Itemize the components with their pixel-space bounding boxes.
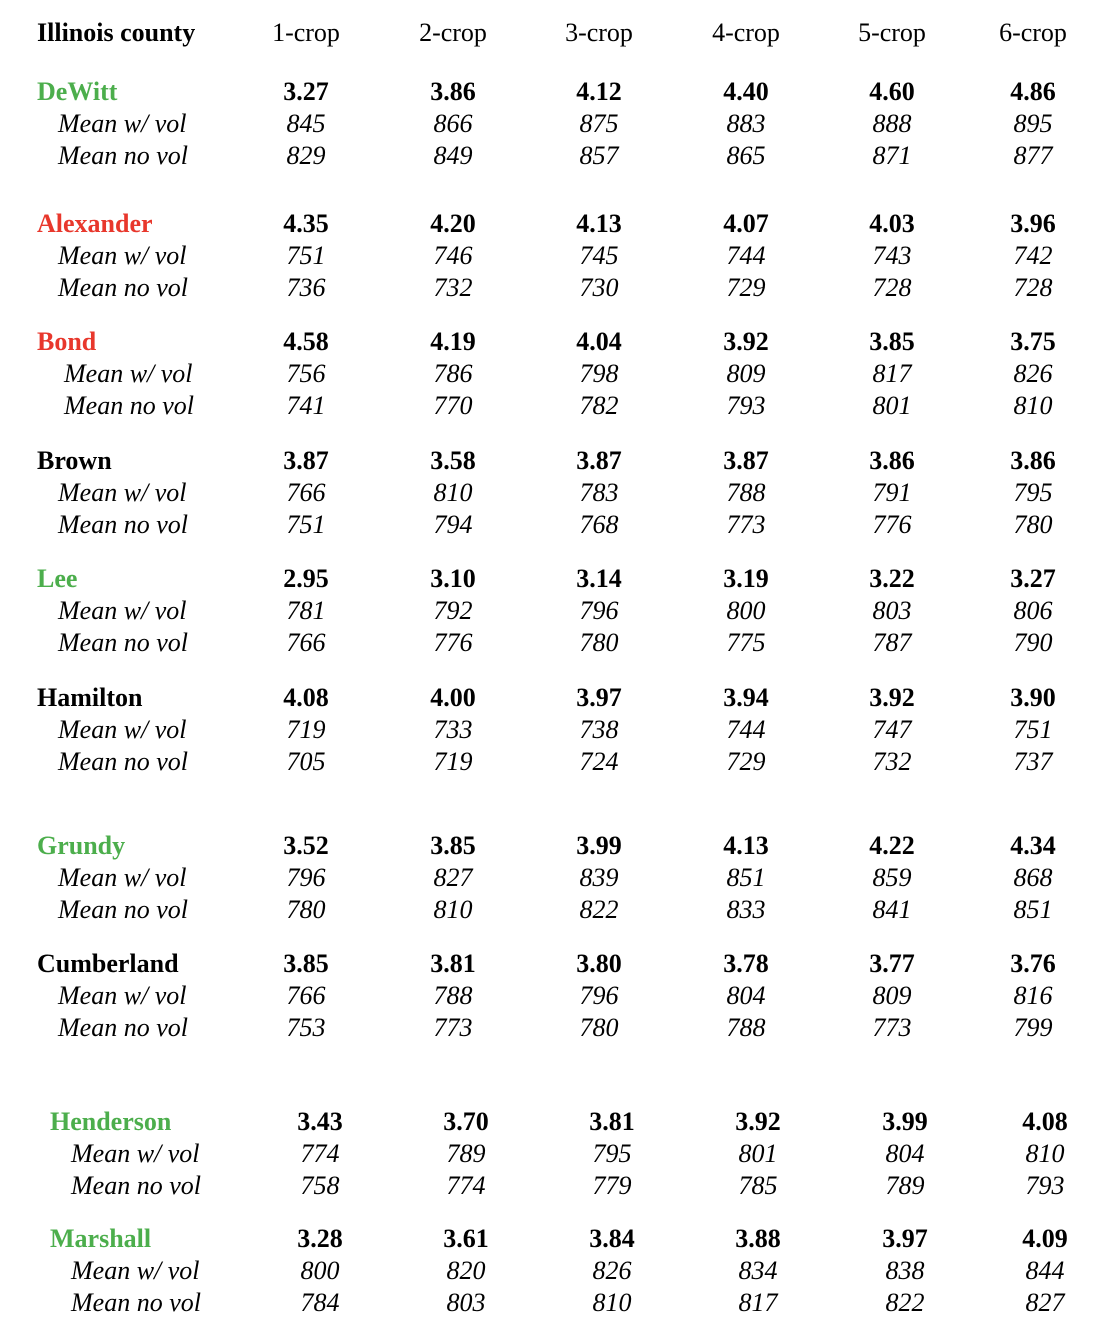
mean-no-vol-value: 773 — [726, 510, 766, 539]
mean-with-vol-value: 798 — [579, 359, 619, 388]
county-value: 3.77 — [869, 949, 915, 978]
county-value: 3.87 — [576, 446, 622, 475]
column-header: 4-crop — [712, 18, 780, 47]
mean-with-vol-value: 744 — [726, 715, 766, 744]
mean-no-vol-value: 766 — [286, 628, 326, 657]
header-title: Illinois county — [37, 18, 196, 47]
county-value: 4.12 — [576, 77, 622, 106]
mean-with-vol-value: 751 — [286, 241, 326, 270]
county-value: 4.19 — [430, 327, 476, 356]
mean-no-vol-value: 793 — [726, 391, 766, 420]
mean-no-vol-value: 732 — [872, 747, 912, 776]
mean-with-vol-value: 800 — [300, 1256, 340, 1285]
county-value: 4.34 — [1010, 831, 1056, 860]
county-value: 4.58 — [283, 327, 329, 356]
county-value: 3.85 — [283, 949, 329, 978]
county-value: 3.97 — [882, 1224, 928, 1253]
county-value: 3.27 — [1010, 564, 1056, 593]
mean-with-vol-label: Mean w/ vol — [58, 109, 187, 138]
mean-with-vol-value: 817 — [872, 359, 912, 388]
mean-no-vol-value: 851 — [1013, 895, 1053, 924]
mean-no-vol-value: 817 — [738, 1288, 778, 1317]
mean-no-vol-value: 793 — [1025, 1171, 1065, 1200]
county-value: 4.07 — [723, 209, 769, 238]
mean-with-vol-label: Mean w/ vol — [58, 715, 187, 744]
column-header: 5-crop — [858, 18, 926, 47]
mean-with-vol-value: 783 — [579, 478, 619, 507]
mean-no-vol-label: Mean no vol — [71, 1288, 201, 1317]
county-value: 3.58 — [430, 446, 476, 475]
mean-with-vol-value: 883 — [726, 109, 766, 138]
county-name: Brown — [37, 446, 112, 475]
mean-with-vol-label: Mean w/ vol — [71, 1256, 200, 1285]
mean-with-vol-value: 826 — [592, 1256, 632, 1285]
mean-with-vol-label: Mean w/ vol — [58, 241, 187, 270]
mean-with-vol-value: 795 — [1013, 478, 1053, 507]
mean-with-vol-value: 789 — [446, 1139, 486, 1168]
mean-no-vol-label: Mean no vol — [58, 141, 188, 170]
mean-no-vol-value: 789 — [885, 1171, 925, 1200]
mean-no-vol-value: 736 — [286, 273, 326, 302]
mean-with-vol-value: 859 — [872, 863, 912, 892]
mean-with-vol-value: 746 — [433, 241, 473, 270]
mean-with-vol-value: 792 — [433, 596, 473, 625]
mean-with-vol-value: 774 — [300, 1139, 340, 1168]
county-name: Henderson — [50, 1107, 172, 1136]
county-value: 3.92 — [869, 683, 915, 712]
mean-with-vol-value: 733 — [433, 715, 473, 744]
mean-with-vol-value: 866 — [433, 109, 473, 138]
mean-no-vol-value: 728 — [1013, 273, 1053, 302]
county-name: Alexander — [37, 209, 153, 238]
mean-no-vol-value: 732 — [433, 273, 473, 302]
mean-with-vol-value: 743 — [872, 241, 912, 270]
county-value: 3.61 — [443, 1224, 489, 1253]
mean-no-vol-value: 810 — [433, 895, 473, 924]
mean-no-vol-value: 773 — [872, 1013, 912, 1042]
mean-no-vol-value: 784 — [300, 1288, 340, 1317]
mean-no-vol-label: Mean no vol — [58, 747, 188, 776]
mean-with-vol-label: Mean w/ vol — [58, 981, 187, 1010]
mean-no-vol-value: 729 — [726, 747, 766, 776]
mean-no-vol-value: 737 — [1013, 747, 1053, 776]
mean-no-vol-value: 782 — [579, 391, 619, 420]
mean-no-vol-value: 794 — [433, 510, 473, 539]
county-value: 3.80 — [576, 949, 622, 978]
mean-with-vol-value: 751 — [1013, 715, 1053, 744]
county-name: DeWitt — [37, 77, 118, 106]
county-value: 4.03 — [869, 209, 915, 238]
county-name: Hamilton — [37, 683, 143, 712]
county-value: 4.00 — [430, 683, 476, 712]
mean-no-vol-value: 729 — [726, 273, 766, 302]
mean-with-vol-value: 804 — [885, 1139, 925, 1168]
mean-with-vol-value: 781 — [286, 596, 326, 625]
county-value: 4.35 — [283, 209, 329, 238]
mean-no-vol-label: Mean no vol — [58, 895, 188, 924]
column-header: 2-crop — [419, 18, 487, 47]
mean-no-vol-value: 788 — [726, 1013, 766, 1042]
mean-no-vol-label: Mean no vol — [58, 273, 188, 302]
mean-no-vol-value: 865 — [726, 141, 766, 170]
mean-no-vol-value: 773 — [433, 1013, 473, 1042]
county-value: 3.10 — [430, 564, 476, 593]
county-value: 3.27 — [283, 77, 329, 106]
mean-no-vol-value: 857 — [579, 141, 619, 170]
county-value: 3.52 — [283, 831, 329, 860]
mean-with-vol-value: 766 — [286, 981, 326, 1010]
mean-with-vol-value: 888 — [872, 109, 912, 138]
mean-no-vol-value: 833 — [726, 895, 766, 924]
county-value: 3.90 — [1010, 683, 1056, 712]
mean-with-vol-value: 839 — [579, 863, 619, 892]
county-value: 4.08 — [1022, 1107, 1068, 1136]
county-value: 3.70 — [443, 1107, 489, 1136]
mean-no-vol-value: 779 — [592, 1171, 632, 1200]
county-value: 3.14 — [576, 564, 622, 593]
column-header: 6-crop — [999, 18, 1067, 47]
county-value: 4.13 — [723, 831, 769, 860]
mean-with-vol-label: Mean w/ vol — [58, 478, 187, 507]
mean-with-vol-value: 826 — [1013, 359, 1053, 388]
county-value: 4.20 — [430, 209, 476, 238]
mean-with-vol-value: 796 — [579, 596, 619, 625]
mean-no-vol-value: 790 — [1013, 628, 1053, 657]
mean-with-vol-value: 851 — [726, 863, 766, 892]
mean-no-vol-value: 787 — [872, 628, 912, 657]
mean-no-vol-value: 877 — [1013, 141, 1053, 170]
county-name: Marshall — [50, 1224, 152, 1253]
county-value: 3.84 — [589, 1224, 635, 1253]
mean-with-vol-value: 796 — [286, 863, 326, 892]
county-value: 4.40 — [723, 77, 769, 106]
mean-with-vol-value: 756 — [286, 359, 326, 388]
mean-with-vol-value: 786 — [433, 359, 473, 388]
mean-no-vol-value: 829 — [286, 141, 326, 170]
county-value: 4.86 — [1010, 77, 1056, 106]
mean-with-vol-value: 845 — [286, 109, 326, 138]
mean-no-vol-value: 780 — [1013, 510, 1053, 539]
mean-no-vol-value: 799 — [1013, 1013, 1053, 1042]
county-value: 3.75 — [1010, 327, 1056, 356]
mean-with-vol-value: 809 — [726, 359, 766, 388]
mean-with-vol-value: 804 — [726, 981, 766, 1010]
mean-with-vol-value: 810 — [1025, 1139, 1065, 1168]
mean-with-vol-value: 766 — [286, 478, 326, 507]
mean-no-vol-value: 776 — [433, 628, 473, 657]
county-value: 3.92 — [723, 327, 769, 356]
mean-with-vol-value: 875 — [579, 109, 619, 138]
mean-with-vol-value: 838 — [885, 1256, 925, 1285]
mean-no-vol-value: 753 — [286, 1013, 326, 1042]
county-value: 3.28 — [297, 1224, 343, 1253]
county-value: 3.94 — [723, 683, 769, 712]
column-header: 1-crop — [272, 18, 340, 47]
county-value: 3.86 — [1010, 446, 1056, 475]
mean-no-vol-value: 728 — [872, 273, 912, 302]
mean-no-vol-value: 741 — [286, 391, 326, 420]
mean-with-vol-value: 820 — [446, 1256, 486, 1285]
mean-no-vol-label: Mean no vol — [58, 1013, 188, 1042]
mean-with-vol-value: 719 — [286, 715, 326, 744]
mean-with-vol-value: 738 — [579, 715, 619, 744]
mean-with-vol-value: 788 — [726, 478, 766, 507]
mean-no-vol-value: 822 — [885, 1288, 925, 1317]
mean-with-vol-label: Mean w/ vol — [58, 863, 187, 892]
county-value: 3.85 — [869, 327, 915, 356]
mean-no-vol-value: 822 — [579, 895, 619, 924]
mean-no-vol-value: 705 — [286, 747, 326, 776]
county-value: 4.08 — [283, 683, 329, 712]
mean-no-vol-value: 730 — [579, 273, 619, 302]
mean-no-vol-value: 770 — [433, 391, 473, 420]
county-value: 3.81 — [430, 949, 476, 978]
mean-with-vol-value: 742 — [1013, 241, 1053, 270]
county-value: 3.87 — [723, 446, 769, 475]
mean-no-vol-value: 774 — [446, 1171, 486, 1200]
county-name: Bond — [37, 327, 97, 356]
county-name: Grundy — [37, 831, 126, 860]
mean-with-vol-value: 796 — [579, 981, 619, 1010]
mean-no-vol-value: 780 — [286, 895, 326, 924]
mean-no-vol-value: 751 — [286, 510, 326, 539]
mean-no-vol-value: 724 — [579, 747, 619, 776]
mean-with-vol-value: 800 — [726, 596, 766, 625]
mean-no-vol-value: 780 — [579, 1013, 619, 1042]
mean-with-vol-label: Mean w/ vol — [64, 359, 193, 388]
mean-with-vol-value: 801 — [738, 1139, 778, 1168]
county-value: 4.04 — [576, 327, 622, 356]
mean-no-vol-value: 719 — [433, 747, 473, 776]
mean-with-vol-value: 868 — [1013, 863, 1053, 892]
mean-no-vol-value: 785 — [738, 1171, 778, 1200]
mean-no-vol-label: Mean no vol — [71, 1171, 201, 1200]
mean-with-vol-label: Mean w/ vol — [58, 596, 187, 625]
mean-with-vol-value: 895 — [1013, 109, 1053, 138]
mean-no-vol-value: 827 — [1025, 1288, 1065, 1317]
county-value: 4.13 — [576, 209, 622, 238]
mean-with-vol-value: 844 — [1025, 1256, 1065, 1285]
mean-no-vol-value: 849 — [433, 141, 473, 170]
county-value: 3.86 — [430, 77, 476, 106]
county-value: 3.97 — [576, 683, 622, 712]
mean-no-vol-value: 803 — [446, 1288, 486, 1317]
mean-with-vol-value: 834 — [738, 1256, 778, 1285]
county-value: 3.22 — [869, 564, 915, 593]
county-value: 4.60 — [869, 77, 915, 106]
mean-with-vol-value: 788 — [433, 981, 473, 1010]
county-value: 3.76 — [1010, 949, 1056, 978]
county-value: 4.22 — [869, 831, 915, 860]
county-value: 3.78 — [723, 949, 769, 978]
county-value: 2.95 — [283, 564, 329, 593]
mean-with-vol-label: Mean w/ vol — [71, 1139, 200, 1168]
county-name: Cumberland — [37, 949, 179, 978]
mean-with-vol-value: 795 — [592, 1139, 632, 1168]
mean-no-vol-label: Mean no vol — [64, 391, 194, 420]
mean-no-vol-value: 780 — [579, 628, 619, 657]
mean-no-vol-value: 768 — [579, 510, 619, 539]
county-value: 3.81 — [589, 1107, 635, 1136]
mean-with-vol-value: 806 — [1013, 596, 1053, 625]
mean-with-vol-value: 744 — [726, 241, 766, 270]
mean-no-vol-value: 841 — [872, 895, 912, 924]
county-value: 3.99 — [576, 831, 622, 860]
mean-with-vol-value: 810 — [433, 478, 473, 507]
mean-no-vol-value: 758 — [300, 1171, 340, 1200]
mean-with-vol-value: 745 — [579, 241, 619, 270]
mean-no-vol-label: Mean no vol — [58, 510, 188, 539]
mean-with-vol-value: 809 — [872, 981, 912, 1010]
mean-with-vol-value: 791 — [872, 478, 912, 507]
mean-no-vol-value: 810 — [1013, 391, 1053, 420]
county-value: 4.09 — [1022, 1224, 1068, 1253]
county-value: 3.85 — [430, 831, 476, 860]
mean-no-vol-value: 776 — [872, 510, 912, 539]
mean-no-vol-value: 810 — [592, 1288, 632, 1317]
county-value: 3.86 — [869, 446, 915, 475]
county-value: 3.92 — [735, 1107, 781, 1136]
county-value: 3.19 — [723, 564, 769, 593]
mean-no-vol-value: 775 — [726, 628, 766, 657]
mean-with-vol-value: 827 — [433, 863, 473, 892]
column-header: 3-crop — [565, 18, 633, 47]
county-name: Lee — [37, 564, 78, 593]
mean-with-vol-value: 803 — [872, 596, 912, 625]
county-value: 3.88 — [735, 1224, 781, 1253]
mean-no-vol-label: Mean no vol — [58, 628, 188, 657]
county-value: 3.99 — [882, 1107, 928, 1136]
mean-no-vol-value: 801 — [872, 391, 912, 420]
mean-with-vol-value: 747 — [872, 715, 912, 744]
mean-no-vol-value: 871 — [872, 141, 912, 170]
county-value: 3.87 — [283, 446, 329, 475]
county-value: 3.43 — [297, 1107, 343, 1136]
county-value: 3.96 — [1010, 209, 1056, 238]
mean-with-vol-value: 816 — [1013, 981, 1053, 1010]
